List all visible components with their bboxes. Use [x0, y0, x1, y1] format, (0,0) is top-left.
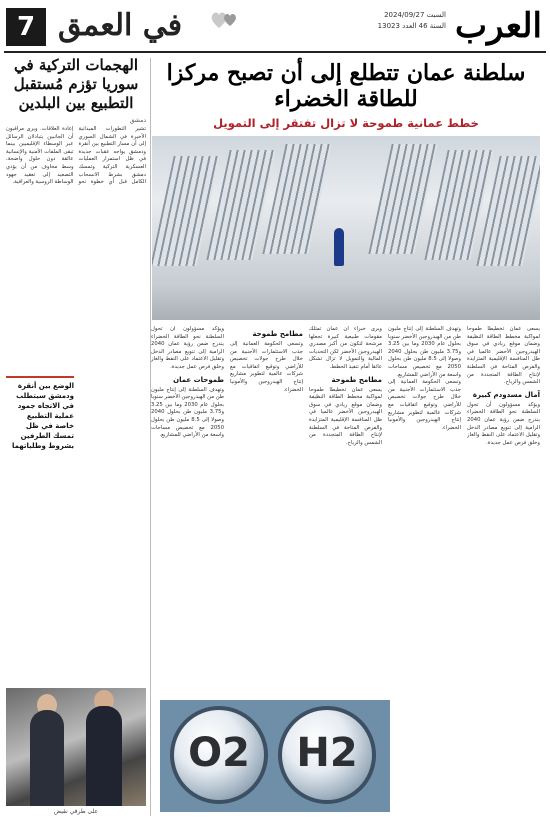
- side-article-dateline: دمشق: [129, 117, 146, 124]
- article-column: [388, 326, 461, 816]
- column-text: وتسعى الحكومة العمانية إلى جذب الاستثمارات الأجنبية من خلال طرح جولات تخصيص للأراضي وتوقيع اتفاقيات مع شركات عالمية لتطوير مشاريع إنتاج الهيدروجين والأمونيا الخضراء.: [388, 379, 461, 431]
- page-number: 7: [6, 8, 46, 46]
- subhead: مطامح طموحة: [252, 330, 303, 338]
- date-line: السبت 2024/09/27: [384, 11, 446, 19]
- column-text: ويؤكد مسؤولون أن تحول السلطنة نحو الطاقة الخضراء يندرج ضمن رؤية عمان 2040 الرامية إلى تنويع مصادر الدخل وتقليل الاعتماد على النفط والغاز وخلق فرص عمل جديدة.: [467, 401, 540, 446]
- main-article-subtitle: خطط عمانية طموحة لا تزال تفتقر إلى التمويل: [213, 116, 479, 130]
- subhead: آمال مسدودم كبيرة: [472, 390, 540, 399]
- ground: [152, 282, 540, 320]
- subhead: مطامح طموحة: [331, 375, 382, 384]
- photo-caption: على طرفي نقيض: [53, 808, 99, 815]
- pull-quote: الوضع بين أنقرة ودمشق سيتطلب في الاتجاه جمود عملية التطبيع خاصة في ظل تمسك الطرفين بشروط وطلباتهما: [6, 376, 74, 451]
- section-title: في العمق: [58, 8, 183, 43]
- oxygen-sphere: [170, 706, 268, 804]
- hearts-icon: [210, 8, 240, 30]
- side-article-text: تشير التطورات الميدانية الأخيرة في الشمال السوري إلى أن مسار التطبيع بين أنقرة ودمشق يواجه عقبات جديدة في ظل استمرار العمليات العسكرية التركية وتمسك دمشق بشرط الانسحاب الكامل قبل أي خطوة نحو إعادة العلاقات. ويرى مراقبون أن الجانبين يتبادلان الرسائل عبر الوسطاء الإقليميين بينما تبقى الملفات الأمنية والإنسانية عالقة دون حلول واضحة، وسط مخاوف من أن يؤدي التصعيد إلى تعقيد جهود الوساطة الروسية والعراقية.: [6, 126, 146, 186]
- article-column: [467, 326, 540, 816]
- oxygen-label: O2: [188, 730, 250, 776]
- subhead: طموحات عمان: [173, 375, 224, 384]
- masthead: [0, 4, 550, 50]
- newspaper-logo: العرب: [455, 6, 542, 46]
- column-text: يسعى عمان تخطيطا طموحا لمواكبة مخطط الطاقة النظيفة وضمان موقع ريادي في سوق الهيدروجين الأخضر عالميا في ظل المنافسة الإقليمية المتزايدة والفرص المتاحة في السلطنة لإنتاج الطاقة المتجددة من الشمس والرياح.: [309, 386, 382, 446]
- column-text: ويؤكد مسؤولون أن تحول السلطنة نحو الطاقة الخضراء يندرج ضمن رؤية عمان 2040 الرامية إلى تنويع مصادر الدخل وتقليل الاعتماد على النفط والغاز وخلق فرص عمل جديدة.: [151, 326, 224, 370]
- column-text: ويرى خبراء أن عمان تمتلك مقومات طبيعية كبيرة تجعلها مرشحة لتكون من أكبر مصدري الهيدروجين الأخضر لكن التحديات المالية والتمويل لا تزال تشكل عائقا أمام تنفيذ الخطط.: [309, 326, 382, 370]
- person-body-left: [30, 710, 64, 806]
- hydrogen-label: H2: [296, 730, 358, 776]
- hydrogen-graphic: [160, 700, 390, 812]
- solar-panels-photo: [152, 136, 540, 320]
- side-article: [6, 56, 146, 816]
- worker-figure: [334, 228, 344, 266]
- column-text: وتهدف السلطنة إلى إنتاج مليون طن من الهيدروجين الأخضر سنويا بحلول عام 2030 وما بين 3.25 و3.75 مليون طن بحلول 2040 وصولا إلى 8.5 مليون طن بحلول 2050 مع تخصيص مساحات واسعة من الأراضي للمشاريع.: [151, 386, 224, 439]
- issue-line: السنة 46 العدد 13023: [377, 22, 446, 30]
- issue-info: [378, 10, 446, 32]
- column-text: وتهدف السلطنة إلى إنتاج مليون طن من الهيدروجين الأخضر سنويا بحلول عام 2030 وما بين 3.25 و3.75 مليون طن بحلول 2040 وصولا إلى 8.5 مليون طن بحلول 2050 مع تخصيص مساحات واسعة من الأراضي للمشاريع.: [388, 326, 461, 378]
- column-text: وتسعى الحكومة العمانية إلى جذب الاستثمارات الأجنبية من خلال طرح جولات تخصيص للأراضي وتوقيع اتفاقيات مع شركات عالمية لتطوير مشاريع إنتاج الهيدروجين والأمونيا الخضراء.: [230, 341, 303, 393]
- side-article-title: الهجمات التركية في سوريا تؤزم مُستقبل التطبيع بين البلدين: [13, 56, 139, 112]
- solar-panel: [368, 144, 437, 254]
- handshake-photo: [6, 688, 146, 806]
- column-text: يسعى عمان تخطيطا طموحا لمواكبة مخطط الطاقة النظيفة وضمان موقع ريادي في سوق الهيدروجين الأخضر عالميا في ظل المنافسة الإقليمية المتزايدة والفرص المتاحة في السلطنة لإنتاج الطاقة المتجددة من الشمس والرياح.: [467, 326, 540, 386]
- hydrogen-sphere: [278, 706, 376, 804]
- main-article-title: سلطنة عمان تتطلع إلى أن تصبح مركزا للطاقة الخضراء: [166, 60, 526, 112]
- header-rule: [4, 51, 546, 53]
- person-body-right: [86, 706, 122, 806]
